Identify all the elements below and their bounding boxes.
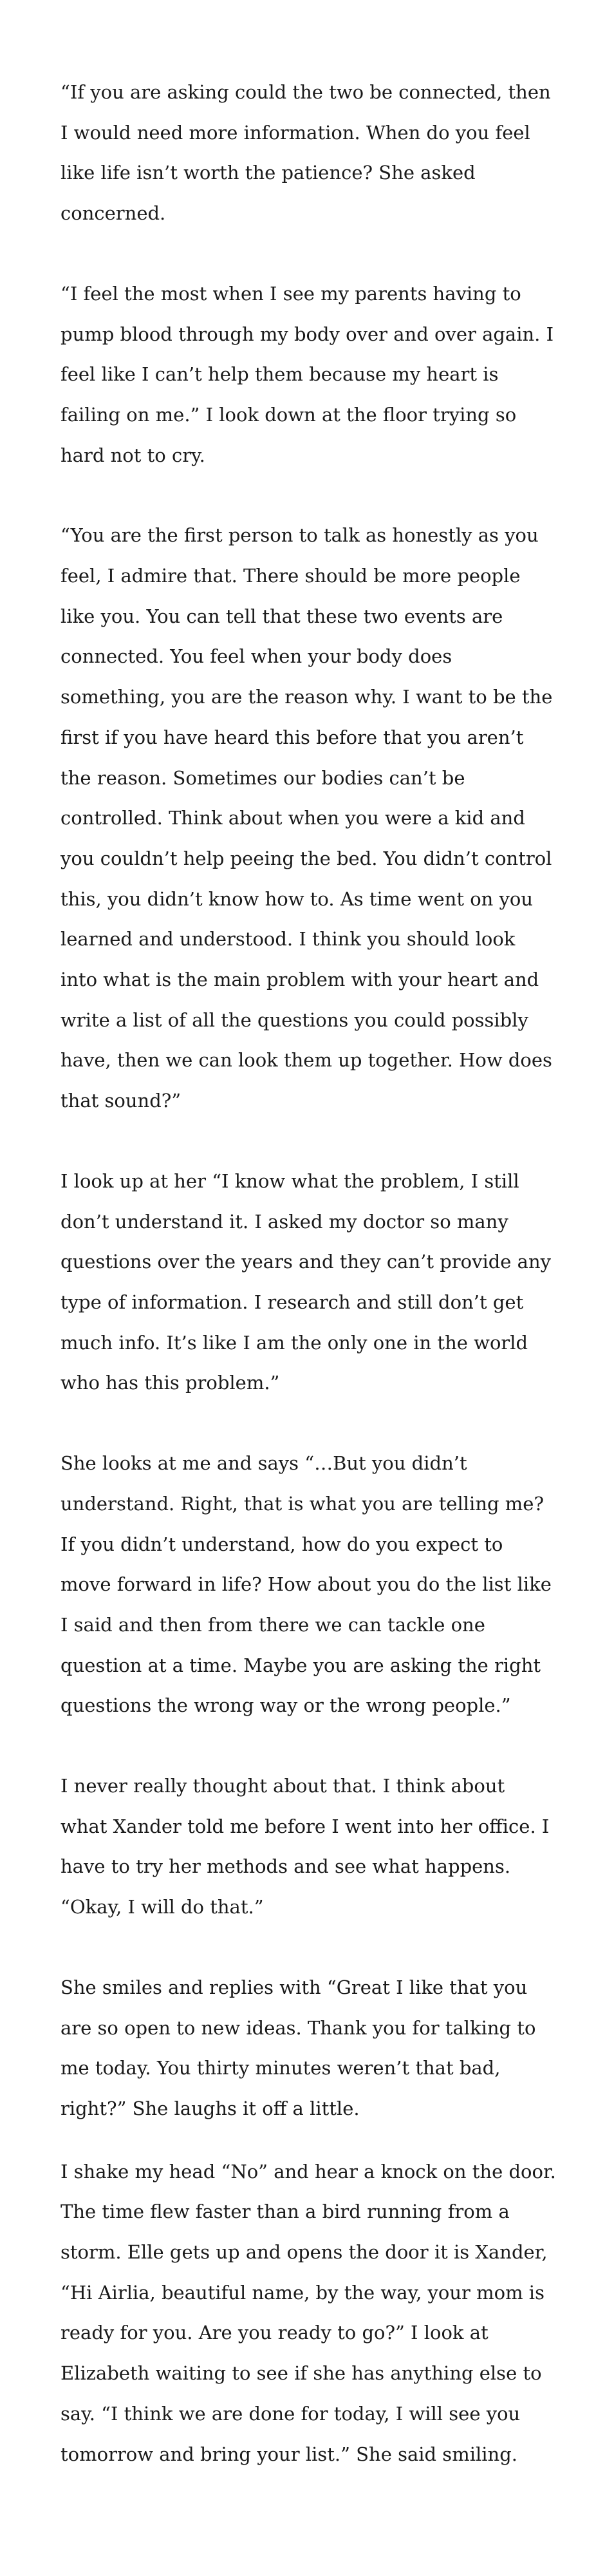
paragraph-5: She looks at me and says “…But you didn’t understand. Right, that is what you are telling me? If you didn’t understand, how do you expect to move forward in life? How about you do the list like I said and then from there we can tackle one question at a time. Maybe you are asking the right questions the wrong way or the wrong people.” bbox=[60, 1452, 552, 1717]
paragraph-3: “You are the first person to talk as honestly as you feel, I admire that. There should be more people like you. You can tell that these two events are connected. You feel when your body does something, you are the reason why. I want to be the first if you have heard this before that you aren’t the reason. Sometimes our bodies can’t be controlled. Think about when you were a kid and you couldn’t help peeing the bed. You didn’t control this, you didn’t know how to. As time went on you learned and understood. I think you should look into what is the main problem with your heart and write a list of all the questions you could possibly have, then we can look them up together. How does that sound?” bbox=[60, 524, 553, 1112]
paragraph-7: She smiles and replies with “Great I like that you are so open to new ideas. Thank you for talking to me today. You thirty minutes weren’t that bad, right?” She laughs it off a little. bbox=[60, 1976, 536, 2119]
story-text bbox=[60, 72, 556, 2474]
paragraph-8: I shake my head “No” and hear a knock on the door. The time flew faster than a bird running from a storm. Elle gets up and opens the door it is Xander, “Hi Airlia, beautiful name, by the way, your mom is ready for you. Are you ready to go?” I look at Elizabeth waiting to see if she has anything else to say. “I think we are done for today, I will see you tomorrow and bring your list.” She said smiling. bbox=[60, 2160, 556, 2465]
paragraph-4: I look up at her “I know what the problem, I still don’t understand it. I asked my doctor so many questions over the years and they can’t provide any type of information. I research and still don’t get much info. It’s like I am the only one in the world who has this problem.” bbox=[60, 1170, 552, 1394]
paragraph-6: I never really thought about that. I think about what Xander told me before I went into her office. I have to try her methods and see what happens. “Okay, I will do that.” bbox=[60, 1775, 550, 1918]
paragraph-1: “If you are asking could the two be connected, then I would need more information. When do you feel like life isn’t worth the patience? She asked concerned. bbox=[60, 81, 551, 225]
paragraph-2: “I feel the most when I see my parents having to pump blood through my body over and over again. I feel like I can’t help them because my heart is failing on me.” I look down at the floor trying so hard not to cry. bbox=[60, 282, 554, 466]
